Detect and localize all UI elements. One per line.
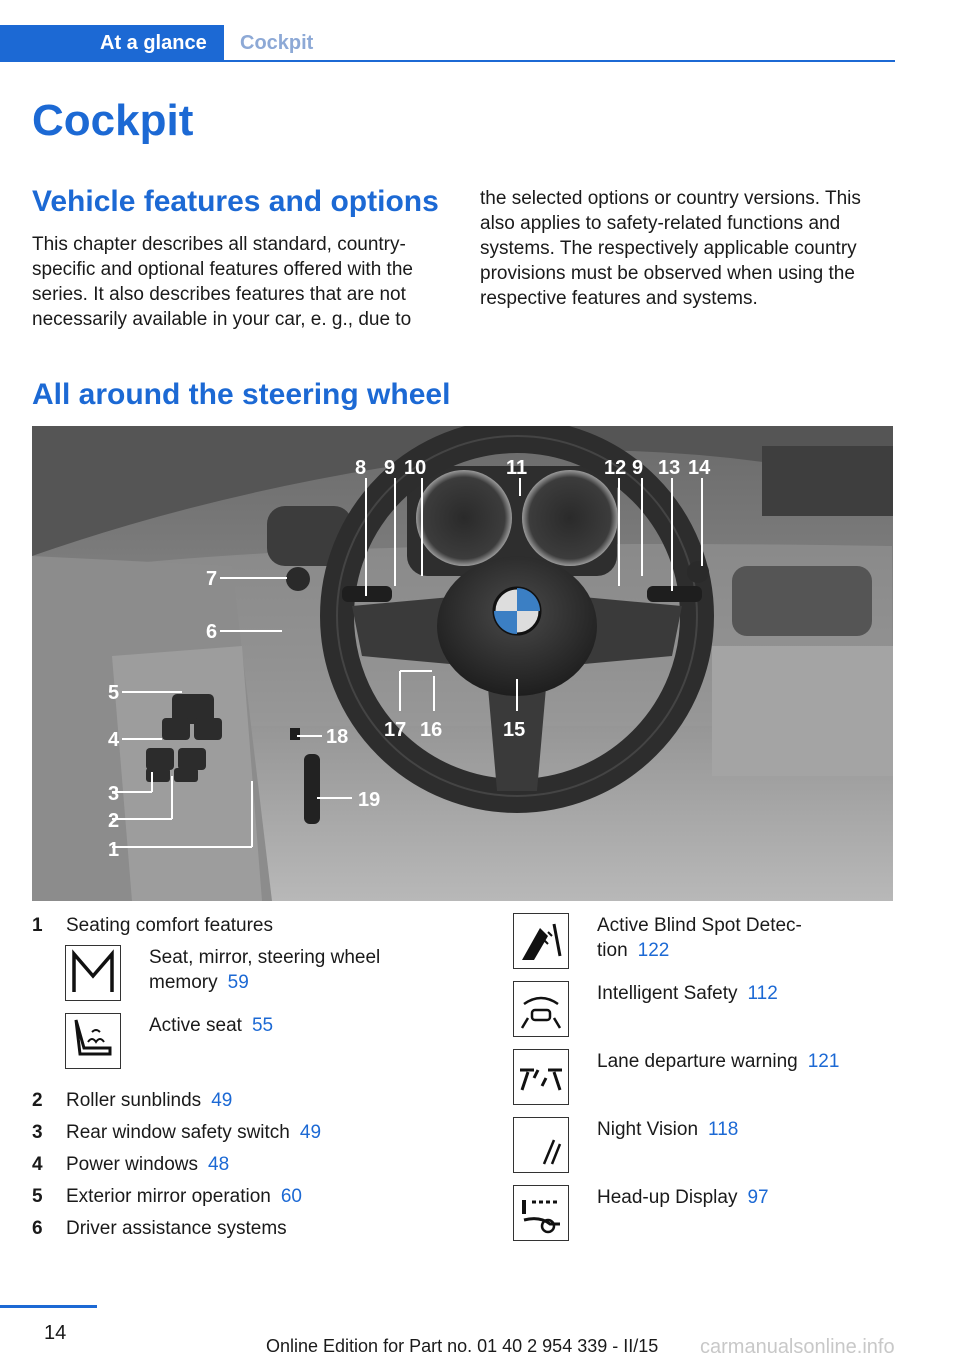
svg-text:12: 12 [604,457,627,479]
svg-text:15: 15 [503,719,526,741]
svg-text:19: 19 [358,789,381,811]
night-vision-icon [513,1117,569,1173]
tab-cockpit[interactable]: Cockpit [240,32,314,54]
legend-label-line1: Active Blind Spot Detec- [597,915,802,936]
page-link[interactable]: 112 [747,983,778,1004]
svg-text:9: 9 [632,457,644,479]
edition-note: Online Edition for Part no. 01 40 2 954 339 - II/15 [266,1336,659,1356]
memory-m-icon [65,945,121,1001]
legend-text [597,1185,887,1210]
blind-spot-icon [513,913,569,969]
section-heading-features: Vehicle features and options [32,185,439,218]
page-link[interactable]: 49 [299,1122,322,1143]
cockpit-illustration [32,426,893,901]
lane-departure-icon [513,1049,569,1105]
page-link[interactable]: 122 [637,940,670,961]
tab-at-a-glance[interactable]: At a glance [0,25,224,62]
legend-sub-label: Seat, mirror, steering wheel memory [149,947,381,993]
legend-num: 1 [32,915,43,936]
svg-text:5: 5 [108,682,120,704]
legend-sub-text [149,1013,439,1038]
svg-text:9: 9 [384,457,396,479]
svg-text:16: 16 [420,719,443,741]
svg-text:1: 1 [108,839,120,861]
page-title: Cockpit [32,96,194,145]
legend-label: Power windows [66,1154,198,1175]
legend-text [597,1117,887,1142]
svg-text:13: 13 [658,457,681,479]
page-number: 14 [44,1322,67,1344]
page-link[interactable]: 118 [708,1119,739,1140]
legend-label: Rear window safety switch [66,1122,290,1143]
legend-num: 4 [32,1154,43,1175]
svg-text:14: 14 [688,457,711,479]
intro-paragraph-right: the selected options or country versions. This also applies to safety-related functions and systems. The respectively applicable country provisions must be observed when using the respective features and systems. [480,188,861,309]
legend-text [66,1184,302,1209]
legend-text [66,1152,229,1177]
intelligent-safety-icon [513,981,569,1037]
legend-label: Roller sunblinds [66,1090,202,1111]
svg-text:8: 8 [355,457,367,479]
svg-text:4: 4 [108,729,120,751]
legend-text [597,913,887,963]
legend-label: Head-up Display [597,1187,738,1208]
page-link[interactable]: 59 [227,972,249,993]
legend-text [66,1120,321,1145]
svg-text:18: 18 [326,726,349,748]
section-heading-steering-wheel: All around the steering wheel [32,378,451,411]
legend-num: 3 [32,1122,43,1143]
page-link[interactable]: 48 [208,1154,230,1175]
legend-sub-label: Active seat [149,1015,242,1036]
svg-text:2: 2 [108,810,120,832]
legend-label: Seating comfort features [66,915,273,936]
svg-text:10: 10 [404,457,427,479]
svg-text:11: 11 [506,457,528,479]
footer-rule [0,1305,97,1308]
legend-label: Night Vision [597,1119,699,1140]
svg-text:17: 17 [384,719,407,741]
legend-num: 5 [32,1186,43,1207]
svg-text:3: 3 [108,783,120,805]
page-link[interactable]: 55 [251,1015,274,1036]
page-link[interactable]: 60 [280,1186,302,1207]
watermark: carmanualsonline.info [700,1336,895,1358]
page-link[interactable]: 121 [807,1051,840,1072]
active-seat-icon [65,1013,121,1069]
intro-paragraph-left: This chapter describes all standard, country-specific and optional features offered with the series. It also describes features that are not necessarily available in your car, e. g., due to [32,234,413,330]
legend-text [66,1088,232,1113]
header-tabs [0,25,895,62]
page-link[interactable]: 97 [747,1187,769,1208]
legend-text [597,981,887,1006]
legend-text [597,1049,887,1074]
legend-label: Intelligent Safety [597,983,738,1004]
page-link[interactable]: 49 [211,1090,233,1111]
header-rule [0,60,895,62]
legend-label: Lane departure warning [597,1051,798,1072]
svg-text:7: 7 [206,568,218,590]
legend-label: Driver assistance systems [66,1218,287,1239]
svg-text:6: 6 [206,621,218,643]
legend-label: Exterior mirror operation [66,1186,271,1207]
legend-label-line2 [597,938,887,963]
head-up-display-icon [513,1185,569,1241]
legend-sub-text [149,945,439,995]
legend-label-tail: tion [597,940,628,961]
legend-num: 2 [32,1090,43,1111]
legend-num: 6 [32,1218,43,1239]
